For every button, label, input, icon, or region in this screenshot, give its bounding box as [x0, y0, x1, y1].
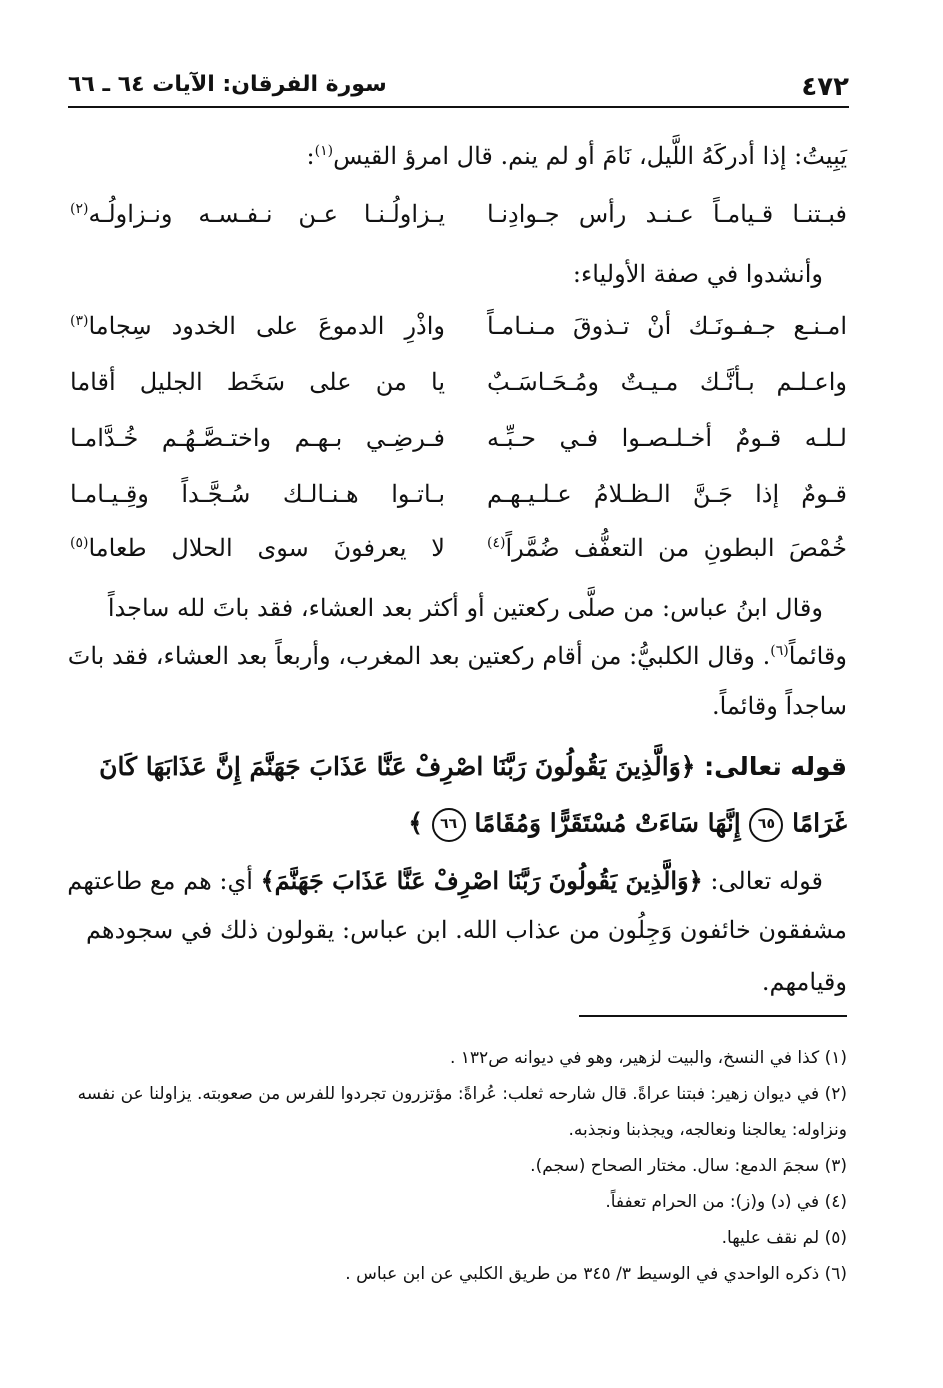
hemistich-second	[70, 200, 445, 228]
ayah-number-marker: ٦٦	[432, 808, 466, 842]
page-number: ٤٧٢	[801, 72, 849, 102]
footnote-ref-2: (٢)	[70, 201, 89, 217]
hemistich-second-text: واذْرِ الدموعَ على الخدود سِجاما	[88, 312, 445, 340]
ayah-text-3: إِنَّهَا سَاءَتْ مُسْتَقَرًّا وَمُقَامًا	[474, 808, 741, 838]
intro-line	[70, 142, 847, 170]
footnote-4: (٤) في (د) و(ز): من الحرام تعففاً.	[605, 1192, 847, 1212]
intro-text: يَبِيتُ: إذا أدركَهُ اللَّيل، نَامَ أو لم ينم. قال امرؤ القيس	[333, 142, 847, 170]
footnote-ref-1: (١)	[314, 143, 334, 159]
hemistich-first: لـلـه قـومٌ أخـلـصـوا فـي حـبِّـه	[487, 424, 847, 452]
commentary-lead: قوله تعالى:	[710, 867, 823, 895]
ibn-abbas-line-3: ساجداً وقائماً.	[711, 692, 847, 720]
footnote-separator	[579, 1015, 847, 1017]
hemistich-second	[70, 534, 445, 562]
ibn-abbas-line-2	[67, 642, 847, 670]
hemistich-first: امـنـع جـفـونَـك أنْ تـذوقَ مـنـامـاً	[487, 312, 847, 340]
poem-verse	[70, 368, 847, 418]
hemistich-first	[487, 534, 847, 562]
poem-verse	[70, 534, 847, 584]
footnote-6: (٦) ذكره الواحدي في الوسيط ٣/ ٣٤٥ من طريق الكلبي عن ابن عباس .	[345, 1264, 847, 1284]
footnote-5: (٥) لم نقف عليها.	[721, 1228, 847, 1248]
commentary-quote: ﴿وَالَّذِينَ يَقُولُونَ رَبَّنَا اصْرِفْ عَنَّا عَذَابَ جَهَنَّمَ﴾	[260, 866, 703, 895]
running-title: سورة الفرقان: الآيات ٦٤ ـ ٦٦	[68, 72, 387, 97]
ayah-line-2	[70, 808, 847, 842]
verse-imru-al-qays	[70, 200, 847, 250]
poem-verse	[70, 480, 847, 530]
footnote-1: (١) كذا في النسخ، والبيت لزهير، وهو في ديوانه ص١٣٢ .	[449, 1048, 847, 1068]
poem-verse	[70, 312, 847, 362]
hemistich-second: فـرضِـي بـهـم واختـصَّـهُـم خُـدَّامـا	[70, 424, 445, 452]
hemistich-second: بـاتـوا هـنـالـك سُـجَّـداً وقِـيـامـا	[70, 480, 445, 508]
footnote-ref-3: (٣)	[70, 313, 89, 329]
hemistich-first: فبـتنـا قـيامـاً عـنـد رأس جـوادِنـا	[487, 200, 847, 228]
ayah-text-1: ﴿وَالَّذِينَ يَقُولُونَ رَبَّنَا اصْرِفْ عَنَّا عَذَابَ جَهَنَّمَ إِنَّ عَذَابَهَا كَانَ	[99, 752, 696, 781]
hemistich-second	[70, 312, 445, 340]
intro-colon: :	[306, 142, 315, 170]
commentary-line-1	[67, 866, 823, 895]
commentary-line-3: وقيامهم.	[761, 968, 847, 996]
ayah-number-marker: ٦٥	[749, 808, 783, 842]
hemistich-first: قـومٌ إذا جَـنَّ الـظـلامُ عـلـيـهـم	[487, 480, 847, 508]
footnote-2: (٢) في ديوان زهير: فبتنا عراةً. قال شارحه ثعلب: عُراةً: مؤتزرون تجردوا للفرس من صعوبته. يزاولنا عن نفسه ونزاوله: يعالجنا ونعالجه، ويجذبنا ونجذبه.	[77, 1084, 847, 1140]
commentary-line-2: مشفقون خائفون وَجِلُون من عذاب الله. ابن عباس: يقولون ذلك في سجودهم	[85, 916, 847, 944]
ayah-lead: قوله تعالى:	[704, 752, 847, 781]
hemistich-first: واعـلـم بـأنَّـك مـيـتٌ ومُـحَـاسَـبٌ	[487, 368, 847, 396]
footnote-ref-5: (٥)	[70, 535, 89, 551]
header-rule	[68, 106, 849, 108]
ayah-text-2: غَرَامًا	[792, 808, 847, 838]
hemistich-second-text: لا يعرفونَ سوى الحلال طعاما	[88, 534, 445, 562]
poem-verse	[70, 424, 847, 474]
footnote-ref-4: (٤)	[487, 535, 506, 551]
ibn-abbas-line-2a: وقائماً	[788, 642, 847, 670]
footnote-ref-6: (٦)	[770, 643, 789, 659]
awliya-intro: وأنشدوا في صفة الأولياء:	[572, 260, 823, 288]
page-header	[68, 66, 849, 106]
ibn-abbas-line-2b: . وقال الكلبيُّ: من أقام ركعتين بعد المغرب، وأربعاً بعد العشاء، فقد باتَ	[67, 642, 771, 670]
commentary-text-1: أي: هم مع طاعتهم	[67, 867, 253, 895]
footnote-3: (٣) سجمَ الدمع: سال. مختار الصحاح (سجم).	[530, 1156, 847, 1176]
hemistich-first-text: خُمْصَ البطونِ من التعفُّف ضُمَّراً	[505, 534, 847, 562]
ibn-abbas-line-1: وقال ابنُ عباس: من صلَّى ركعتين أو أكثر بعد العشاء، فقد باتَ لله ساجداً	[107, 594, 823, 622]
footnotes	[66, 1040, 847, 1292]
hemistich-second-text: يـزاولُـنـا عـن نـفـسـه ونـزاولُـه	[88, 200, 445, 228]
hemistich-second: يا من على سَخَط الجليل أقاما	[70, 368, 445, 396]
ayah-line-1	[70, 752, 847, 781]
ayah-close-bracket: ﴾	[408, 808, 423, 838]
